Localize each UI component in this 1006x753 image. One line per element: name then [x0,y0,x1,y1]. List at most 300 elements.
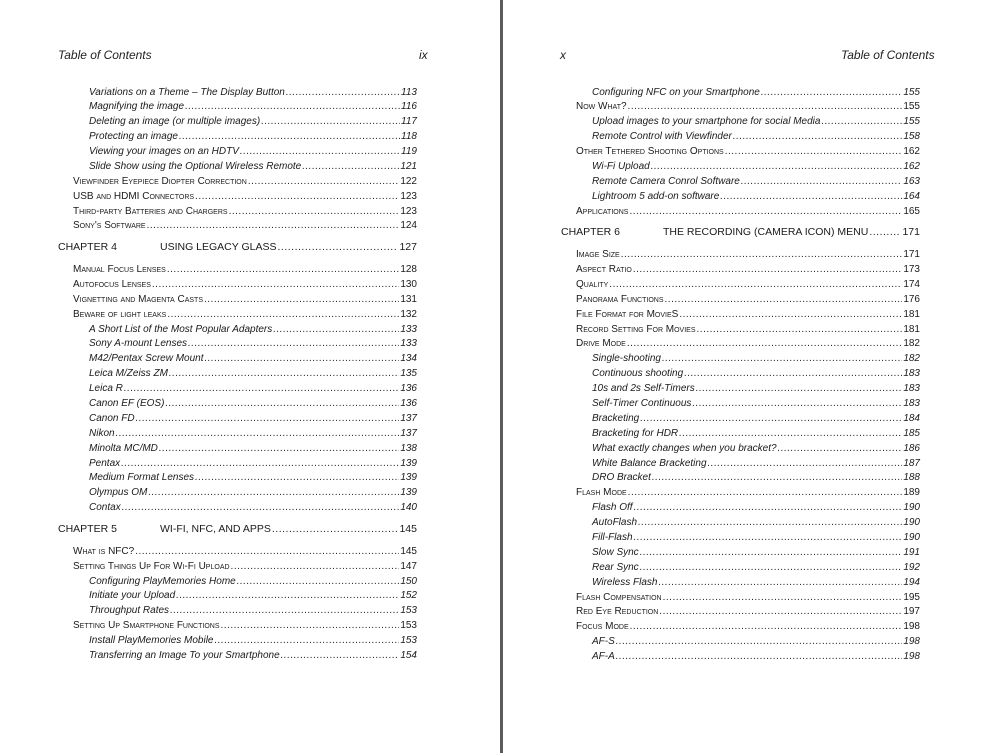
toc-entry-title: Self-Timer Continuous [592,398,692,409]
toc-entry [592,575,920,590]
toc-entry-title: Now What? [576,101,627,112]
toc-entry-title: Pentax [89,458,121,469]
toc-entry-page: 184 [903,413,920,424]
toc-entry [89,351,417,366]
toc-entry-page: 182 [903,338,920,349]
dot-leader [658,575,902,590]
dot-leader [869,225,901,240]
toc-entry-title: Flash Compensation [576,592,662,603]
toc-entry-title: White Balance Bracketing [592,458,707,469]
toc-entry-title: Other Tethered Shooting Options [576,146,724,157]
dot-leader [679,426,902,441]
toc-entry-title: What is NFC? [73,546,135,557]
toc-entry-title: Viewfinder Eyepiece Diopter Correction [73,176,247,187]
toc-entry-title: WI-FI, NFC, AND APPS [160,523,271,535]
dot-leader [634,500,903,515]
toc-entry-page: 128 [400,264,417,275]
toc-entry-page: 173 [903,264,920,275]
dot-leader [136,411,400,426]
dot-leader [135,544,399,559]
toc-entry-title: AF-A [592,651,615,662]
toc-entry-title: AutoFlash [592,517,638,528]
toc-entry-page: 183 [903,383,920,394]
toc-entry [89,381,417,396]
toc-entry [592,649,920,664]
toc-entry [73,218,417,233]
toc-entry-title: File Format for MovieS [576,309,679,320]
toc-entry [592,159,920,174]
toc-entry-page: 116 [401,101,417,112]
toc-entry-title: Configuring NFC on your Smartphone [592,87,760,98]
toc-entry-page: 153 [400,605,417,616]
dot-leader [720,189,902,204]
toc-entry-title: THE RECORDING (CAMERA ICON) MENU [663,226,869,238]
toc-entry-page: 181 [903,309,920,320]
dot-leader [272,522,399,537]
toc-entry-page: 163 [903,176,920,187]
toc-entry-title: DRO Bracket [592,472,651,483]
toc-entry [592,114,920,129]
toc-entry-title: Panorama Functions [576,294,664,305]
toc-entry-title: Quality [576,279,609,290]
toc-entry-page: 145 [399,523,417,535]
toc-entry-page: 158 [903,131,920,142]
toc-entry-title: Canon EF (EOS) [89,398,165,409]
dot-leader [633,262,902,277]
toc-entry-title: Wi-Fi Upload [592,161,650,172]
toc-entry [89,99,417,114]
dot-leader [679,307,902,322]
toc-entry-title: Record Setting For Movies [576,324,696,335]
dot-leader [628,99,903,114]
dot-leader [761,85,902,100]
toc-entry-title: Flash Mode [576,487,627,498]
toc-entry-title: Setting Up Smartphone Functions [73,620,220,631]
dot-leader [733,129,902,144]
dot-leader [231,559,400,574]
toc-entry [592,545,920,560]
toc-entry [89,588,417,603]
dot-leader [205,351,400,366]
dot-leader [169,366,399,381]
toc-entry [89,114,417,129]
toc-entry-page: 194 [903,577,920,588]
toc-entry-title: Bracketing [592,413,640,424]
toc-entry-page: 136 [400,383,417,394]
toc-entry-page: 137 [400,428,417,439]
toc-entry [592,85,920,100]
toc-entry-page: 198 [903,621,920,632]
dot-leader [696,381,903,396]
toc-entry [592,426,920,441]
toc-entry-title: Aspect Ratio [576,264,632,275]
dot-leader [628,485,903,500]
dot-leader [609,277,902,292]
toc-entry [592,366,920,381]
toc-entry-title: USB and HDMI Connectors [73,191,195,202]
toc-chapter-heading [58,522,417,537]
toc-entry-page: 132 [400,309,417,320]
toc-entry [592,381,920,396]
toc-entry-title: Image Size [576,249,620,260]
dot-leader [195,470,399,485]
dot-leader [640,560,903,575]
toc-entry [576,144,920,159]
dot-leader [121,456,399,471]
toc-entry-title: Rear Sync [592,562,639,573]
toc-entry-page: 185 [903,428,920,439]
toc-entry-page: 162 [903,161,920,172]
toc-entry-title: Sony's Software [73,220,146,231]
dot-leader [741,174,902,189]
toc-entry-page: 134 [400,353,417,364]
toc-entry-page: 136 [400,398,417,409]
toc-entry [89,366,417,381]
toc-entry-page: 152 [400,590,417,601]
toc-chapter-heading [58,240,417,255]
toc-entry [89,322,417,337]
toc-entry-page: 162 [903,146,920,157]
dot-leader [170,603,399,618]
toc-entry-page: 118 [401,131,417,142]
toc-entry-title: Slow Sync [592,547,639,558]
toc-entry [89,574,417,589]
toc-entry-page: 174 [903,279,920,290]
toc-entry-title: Remote Camera Conrol Software [592,176,740,187]
toc-entry-page: 176 [903,294,920,305]
dot-leader [725,144,903,159]
toc-entry-title: Red Eye Reduction [576,606,659,617]
toc-entry-page: 189 [903,487,920,498]
toc-entry [592,634,920,649]
toc-entry-page: 121 [400,161,417,172]
dot-leader [634,530,903,545]
chapter-number: CHAPTER 6 [561,226,620,238]
toc-entry-title: Single-shooting [592,353,661,364]
toc-entry [592,351,920,366]
toc-entry [73,292,417,307]
dot-leader [116,426,400,441]
toc-entry-title: A Short List of the Most Popular Adapters [89,324,273,335]
toc-entry [89,500,417,515]
toc-entry [592,129,920,144]
toc-entry-title: Contax [89,502,121,513]
toc-entry [592,560,920,575]
toc-entry [592,456,920,471]
toc-entry-page: 139 [400,472,417,483]
chapter-number: CHAPTER 5 [58,523,117,535]
toc-entry [592,441,920,456]
toc-entry [89,470,417,485]
toc-entry-page: 119 [401,146,417,157]
toc-entry-page: 153 [400,620,417,631]
toc-entry [73,189,417,204]
toc-entry [576,247,920,262]
toc-entry [73,204,417,219]
chapter-number: CHAPTER 4 [58,241,117,253]
toc-entry-page: 183 [903,398,920,409]
toc-entry-title: AF-S [592,636,615,647]
toc-entry-title: Variations on a Theme – The Display Button [89,87,285,98]
toc-entry-page: 195 [903,592,920,603]
toc-entry-title: Throughput Rates [89,605,170,616]
dot-leader [148,485,399,500]
toc-entry-title: M42/Pentax Screw Mount [89,353,204,364]
dot-leader [286,85,400,100]
toc-entry [89,144,417,159]
dot-leader [651,159,903,174]
toc-entry-title: Deleting an image (or multiple images) [89,116,261,127]
toc-entry-title: Leica R [89,383,123,394]
toc-entry-page: 155 [903,101,920,112]
right-header-title: Table of Contents [841,48,935,62]
toc-entry-page: 133 [400,338,417,349]
toc-entry [89,396,417,411]
toc-entry-page: 145 [400,546,417,557]
toc-entry-page: 171 [903,249,920,260]
toc-chapter-heading [561,225,920,240]
left-page-number: ix [419,48,428,62]
left-page [0,0,501,753]
toc-entry-title: Magnifying the image [89,101,185,112]
toc-entry [576,619,920,634]
toc-entry-page: 188 [903,472,920,483]
toc-entry-page: 183 [903,368,920,379]
toc-entry [576,277,920,292]
toc-entry-page: 137 [400,413,417,424]
dot-leader [229,204,400,219]
toc-entry [89,426,417,441]
dot-leader [659,604,902,619]
dot-leader [821,114,902,129]
dot-leader [159,441,399,456]
dot-leader [185,99,400,114]
toc-entry-page: 171 [902,226,920,238]
toc-entry-page: 198 [903,651,920,662]
toc-entry [89,411,417,426]
toc-entry-title: 10s and 2s Self-Timers [592,383,695,394]
toc-entry-page: 133 [400,324,417,335]
toc-entry [576,262,920,277]
toc-entry-page: 191 [903,547,920,558]
dot-leader [248,174,400,189]
toc-entry-page: 150 [400,576,417,587]
toc-entry [89,633,417,648]
toc-entry-title: Install PlayMemories Mobile [89,635,214,646]
toc-entry [592,470,920,485]
dot-leader [778,441,903,456]
dot-leader [179,129,400,144]
dot-leader [652,470,902,485]
toc-entry [592,530,920,545]
toc-entry-title: Nikon [89,428,115,439]
toc-entry-title: Slide Show using the Optional Wireless Remote [89,161,302,172]
toc-entry [73,618,417,633]
toc-entry-page: 190 [903,517,920,528]
dot-leader [273,322,399,337]
toc-entry [592,515,920,530]
toc-entry-page: 164 [903,191,920,202]
toc-entry [73,307,417,322]
toc-entry-title: Third-party Batteries and Chargers [73,206,228,217]
toc-entry-page: 147 [400,561,417,572]
toc-entry [89,159,417,174]
dot-leader [240,144,400,159]
dot-leader [237,574,400,589]
toc-entry-title: Protecting an image [89,131,178,142]
toc-entry-page: 139 [400,458,417,469]
toc-entry [73,174,417,189]
dot-leader [302,159,399,174]
toc-entry [576,307,920,322]
toc-entry-title: Olympus OM [89,487,148,498]
dot-leader [640,411,902,426]
toc-entry [576,604,920,619]
toc-entry-page: 139 [400,487,417,498]
dot-leader [167,307,399,322]
toc-entry-page: 123 [400,191,417,202]
dot-leader [663,590,903,605]
dot-leader [616,649,903,664]
dot-leader [662,351,902,366]
toc-entry-page: 165 [903,206,920,217]
toc-entry [73,262,417,277]
toc-entry-title: Beware of light leaks [73,309,167,320]
dot-leader [278,240,399,255]
dot-leader [616,634,903,649]
toc-entry-page: 123 [400,206,417,217]
toc-entry [576,204,920,219]
toc-entry [576,292,920,307]
toc-entry-title: Setting Things Up For Wi-Fi Upload [73,561,230,572]
dot-leader [176,588,399,603]
toc-entry-page: 197 [903,606,920,617]
toc-entry-title: Medium Format Lenses [89,472,195,483]
toc-entry-title: Autofocus Lenses [73,279,151,290]
toc-entry [73,559,417,574]
toc-entry-title: Leica M/Zeiss ZM [89,368,168,379]
toc-entry-page: 135 [400,368,417,379]
toc-entry [592,411,920,426]
toc-entry-title: Remote Control with Viewfinder [592,131,732,142]
toc-entry [89,648,417,663]
toc-entry [89,336,417,351]
toc-entry-title: Initiate your Upload [89,590,176,601]
toc-entry [576,336,920,351]
dot-leader [167,262,399,277]
toc-entry-title: Viewing your images on an HDTV [89,146,239,157]
toc-entry-page: 190 [903,532,920,543]
dot-leader [281,648,400,663]
toc-entry-title: Flash Off [592,502,633,513]
dot-leader [195,189,399,204]
toc-entry [89,456,417,471]
toc-entry-page: 182 [903,353,920,364]
toc-entry-title: Applications [576,206,629,217]
right-page-number: x [560,48,566,62]
dot-leader [124,381,399,396]
dot-leader [684,366,902,381]
toc-entry-title: Upload images to your smartphone for social Media [592,116,821,127]
toc-entry-page: 131 [400,294,417,305]
dot-leader [152,277,399,292]
toc-entry-page: 186 [903,443,920,454]
toc-entry-page: 140 [400,502,417,513]
toc-entry-page: 138 [400,443,417,454]
toc-entry [89,441,417,456]
toc-entry [592,396,920,411]
toc-entry-page: 153 [400,635,417,646]
left-header-title: Table of Contents [58,48,152,62]
toc-entry [89,129,417,144]
toc-entry [73,277,417,292]
dot-leader [692,396,902,411]
toc-entry-page: 113 [401,87,417,98]
toc-entry [89,485,417,500]
toc-entry [576,485,920,500]
dot-leader [204,292,399,307]
toc-entry-title: Fill-Flash [592,532,633,543]
toc-entry-page: 130 [400,279,417,290]
toc-entry-title: Configuring PlayMemories Home [89,576,236,587]
dot-leader [630,619,903,634]
toc-entry-title: Sony A-mount Lenses [89,338,188,349]
toc-entry [89,603,417,618]
toc-entry-title: Canon FD [89,413,135,424]
toc-entry-title: Minolta MC/MD [89,443,158,454]
toc-entry [576,322,920,337]
dot-leader [627,336,902,351]
dot-leader [697,322,903,337]
dot-leader [147,218,400,233]
toc-entry-page: 154 [400,650,417,661]
dot-leader [708,456,903,471]
dot-leader [165,396,399,411]
toc-entry-page: 190 [903,502,920,513]
toc-entry [592,189,920,204]
dot-leader [640,545,903,560]
dot-leader [122,500,400,515]
toc-entry [576,99,920,114]
toc-entry [73,544,417,559]
toc-entry-title: Wireless Flash [592,577,658,588]
dot-leader [215,633,400,648]
toc-entry [592,500,920,515]
toc-entry [592,174,920,189]
toc-entry-title: What exactly changes when you bracket? [592,443,777,454]
right-page [503,0,1006,753]
toc-entry-title: Vignetting and Magenta Casts [73,294,203,305]
toc-entry [576,590,920,605]
dot-leader [261,114,400,129]
dot-leader [629,204,902,219]
toc-entry-title: Continuous shooting [592,368,684,379]
dot-leader [621,247,903,262]
toc-entry-title: Drive Mode [576,338,626,349]
toc-entry-title: Lightroom 5 add-on software [592,191,720,202]
toc-entry-title: Manual Focus Lenses [73,264,166,275]
toc-entry-page: 192 [903,562,920,573]
toc-entry-title: USING LEGACY GLASS [160,241,277,253]
toc-entry-page: 117 [401,116,417,127]
toc-entry-page: 187 [903,458,920,469]
toc-entry [89,85,417,100]
toc-entry-title: Focus Mode [576,621,629,632]
toc-entry-page: 124 [400,220,417,231]
dot-leader [221,618,400,633]
dot-leader [638,515,902,530]
dot-leader [188,336,399,351]
